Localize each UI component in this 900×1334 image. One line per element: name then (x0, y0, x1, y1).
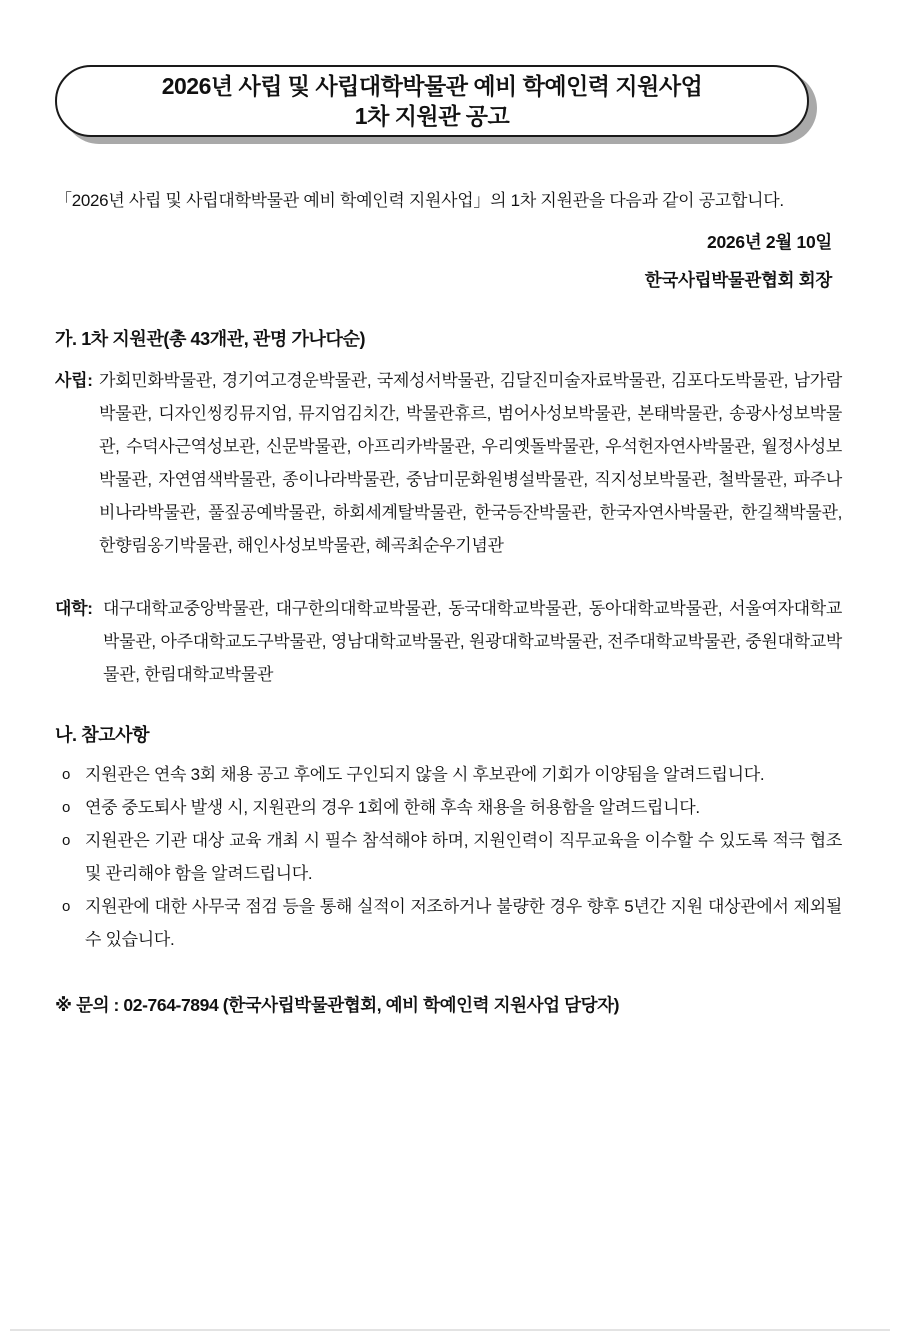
title-line-1: 2026년 사립 및 사립대학박물관 예비 학예인력 지원사업 (161, 73, 703, 99)
private-museums-list: 가회민화박물관, 경기여고경운박물관, 국제성서박물관, 김달진미술자료박물관, 김포다도박물관, 남가람박물관, 디자인씽킹뮤지엄, 뮤지엄김치간, 박물관휴르, 범어사성보박물관, 본태박물관, 송광사성보박물관, 수덕사근역성보관, 신문박물관, 아프리카박물관, 우리옛돌박물관, 우석헌자연사박물관, 월정사성보박물관, 자연염색박물관, 종이나라박물관, 중남미문화원병설박물관, 직지성보박물관, 철박물관, 파주나비나라박물관, 풀짚공예박물관, 하회세계탈박물관, 한국등잔박물관, 한국자연사박물관, 한길책박물관, 한향림옹기박물관, 해인사성보박물관, 혜곡최순우기념관 (99, 371, 842, 555)
note-item (55, 824, 842, 890)
note-text: 지원관은 연속 3회 채용 공고 후에도 구인되지 않을 시 후보관에 기회가 이양됨을 알려드립니다. (85, 765, 765, 784)
note-item (55, 791, 842, 824)
issuer-name: 한국사립박물관협회 회장 (644, 270, 832, 290)
note-text: 지원관은 기관 대상 교육 개최 시 필수 참석해야 하며, 지원인력이 직무교육을 이수할 수 있도록 적극 협조 및 관리해야 함을 알려드립니다. (85, 831, 842, 883)
note-item (55, 890, 842, 956)
university-museums-block (55, 592, 842, 691)
section-a-heading: 가. 1차 지원관(총 43개관, 관명 가나다순) (55, 329, 366, 349)
title-line-2: 1차 지원관 공고 (354, 103, 510, 129)
section-b-heading: 나. 참고사항 (55, 725, 150, 745)
note-text: 연중 중도퇴사 발생 시, 지원관의 경우 1회에 한해 후속 채용을 허용함을 알려드립니다. (85, 798, 700, 817)
announcement-date: 2026년 2월 10일 (707, 232, 832, 252)
bullet-marker: o (62, 832, 71, 849)
bullet-marker: o (62, 898, 71, 915)
intro-paragraph: 「2026년 사립 및 사립대학박물관 예비 학예인력 지원사업」의 1차 지원관을 다음과 같이 공고합니다. (55, 191, 784, 210)
note-text: 지원관에 대한 사무국 점검 등을 통해 실적이 저조하거나 불량한 경우 향후 5년간 지원 대상관에서 제외될 수 있습니다. (85, 897, 842, 949)
university-museums-list: 대구대학교중앙박물관, 대구한의대학교박물관, 동국대학교박물관, 동아대학교박물관, 서울여자대학교박물관, 아주대학교도구박물관, 영남대학교박물관, 원광대학교박물관, 전주대학교박물관, 중원대학교박물관, 한림대학교박물관 (103, 599, 842, 684)
contact-info-line: ※ 문의 : 02-764-7894 (한국사립박물관협회, 예비 학예인력 지원사업 담당자) (55, 995, 620, 1015)
notes-list (55, 758, 842, 956)
announcement-document (0, 65, 900, 1334)
private-museums-label: 사립: (55, 371, 93, 390)
university-museums-label: 대학: (55, 599, 93, 618)
note-item (55, 758, 842, 791)
private-museums-block (55, 364, 842, 562)
title-box (55, 65, 809, 137)
bullet-marker: o (62, 799, 71, 816)
bullet-marker: o (62, 766, 71, 783)
page-bottom-edge (10, 1329, 890, 1331)
